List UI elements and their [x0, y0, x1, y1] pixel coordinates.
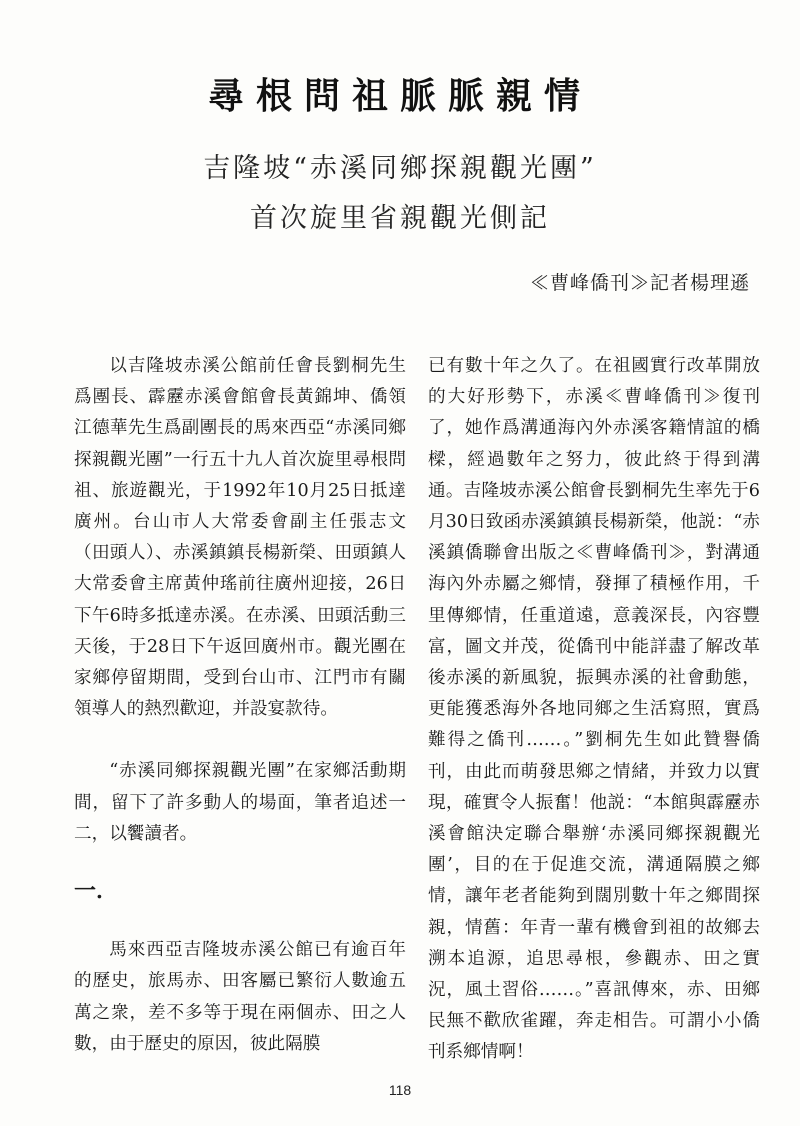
- left-column: [74, 351, 406, 1060]
- section-heading: 一．: [74, 879, 119, 905]
- right-column: [428, 351, 760, 1069]
- paragraph: 馬來西亞吉隆坡赤溪公館已有逾百年的歷史，旅馬赤、田客屬已繁衍人數逾五萬之衆，差不多等于現在兩個赤、田之人數，由于歷史的原因，彼此隔膜: [74, 940, 406, 1054]
- byline: ≪曹峰僑刊≫記者楊理遜: [529, 272, 750, 294]
- paragraph: 以吉隆坡赤溪公館前任會長劉桐先生爲團長、霹靂赤溪會館會長黃錦坤、僑領江德華先生爲副團長的馬來西亞“赤溪同鄉探親觀光團”一行五十九人首次旋里尋根問祖、旅遊觀光，于1992年10月25日抵達廣州。台山市人大常委會副主任張志文（田頭人）、赤溪鎮鎮長楊新榮、田頭鎮人大常委會主席黃仲瑤前往廣州迎接，26日下午6時多抵達赤溪。在赤溪、田頭活動三天後，于28日下午返回廣州市。觀光團在家鄉停留期間，受到台山市、江門市有關領導人的熱烈歡迎，并設宴款待。: [74, 356, 406, 720]
- article-subtitle-line1: 吉隆坡“赤溪同鄉探親觀光團”: [203, 153, 597, 184]
- page-number: 118: [388, 1082, 412, 1098]
- article-subtitle-line2: 首次旋里省親觀光側記: [250, 203, 550, 234]
- paragraph: 已有數十年之久了。在祖國實行改革開放的大好形勢下，赤溪≪曹峰僑刊≫復刊了，她作爲溝通海內外赤溪客籍情誼的橋樑，經過數年之努力，彼此終于得到溝通。吉隆坡赤溪公館會長劉桐先生率先于6月30日致函赤溪鎮鎮長楊新榮，他説：“赤溪鎮僑聯會出版之≪曹峰僑刊≫，對溝通海內外赤屬之鄉情，發揮了積極作用，千里傳鄉情，任重道遠，意義深長，內容豐富，圖文并茂，從僑刊中能詳盡了解改革後赤溪的新風貌，振興赤溪的社會動態，更能獲悉海外各地同鄉之生活寫照，實爲難得之僑刊……。”劉桐先生如此贊譽僑刊，由此而萌發思鄉之情緒，并致力以實現，確實令人振奮！他説：“本館與霹靂赤溪會館決定聯合舉辦‘赤溪同鄉探親觀光團’，目的在于促進交流，溝通隔膜之鄉情，讓年老者能夠到闊別數十年之鄉間探親，情舊：年青一輩有機會到祖的故鄉去溯本追源，追思尋根，參觀赤、田之實況，風土習俗……。”喜訊傳來，赤、田鄉民無不歡欣雀躍，奔走相告。可謂小小僑刊系鄉情啊！: [428, 356, 760, 1063]
- paragraph: “赤溪同鄉探親觀光團”在家鄉活動期間，留下了許多動人的場面，筆者追述一二，以饗讀者。: [74, 761, 406, 844]
- article-title: 尋根問祖脈脈親情: [207, 75, 592, 117]
